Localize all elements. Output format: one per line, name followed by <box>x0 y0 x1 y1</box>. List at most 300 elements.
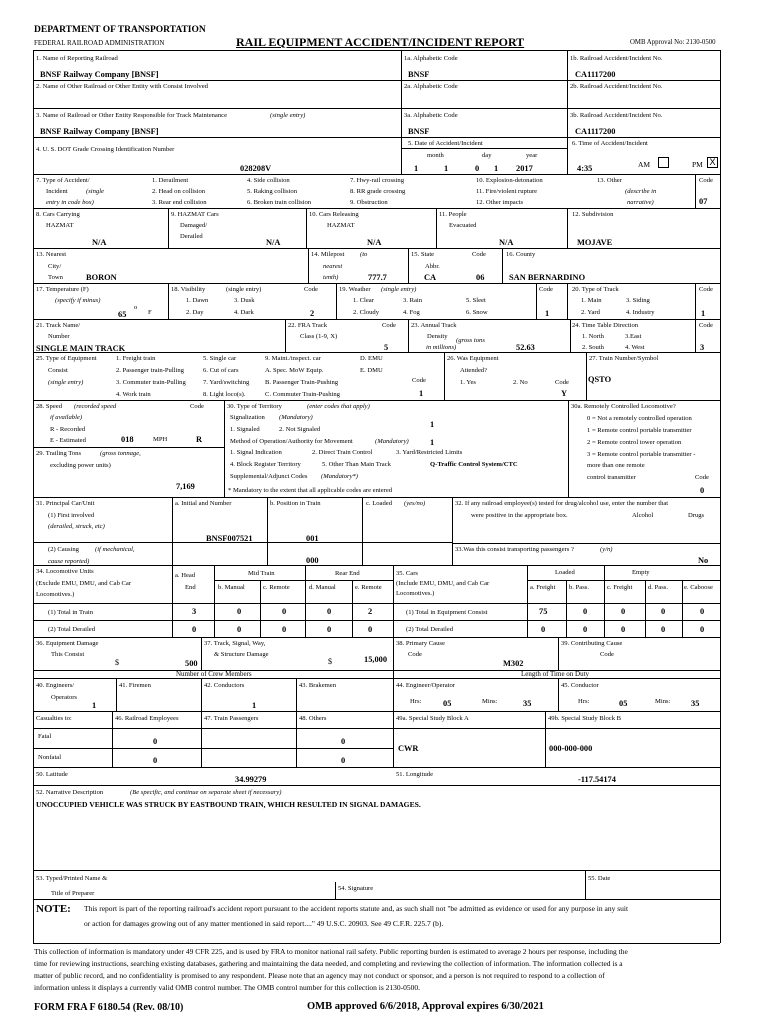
track-type-1: 1. Main <box>581 297 602 304</box>
method-3: 3. Yard/Restricted Limits <box>396 449 463 456</box>
field-53-label: 53. Typed/Printed Name & <box>36 875 108 882</box>
trailing-tons[interactable]: 7,169 <box>176 482 195 491</box>
field-36-label-consist: This Consist <box>51 651 85 658</box>
am-checkbox[interactable] <box>658 157 669 168</box>
cars-caboose-derailed[interactable]: 0 <box>700 625 705 634</box>
cars-loaded-freight-total[interactable]: 75 <box>539 607 548 616</box>
field-52-note: (Be specific, and continue on separate sheet if necessary) <box>130 789 282 796</box>
field-25-label-consist: Consist <box>48 367 68 374</box>
fra-class-code-label: Code <box>382 322 396 329</box>
state-code-label: Code <box>472 251 486 258</box>
field-49a-label: 49a. Special Study Block A <box>396 715 469 722</box>
field-10-label: 10. Cars Releasing <box>309 211 359 218</box>
track-maintenance-railroad-name[interactable]: BNSF Railway Company [BNSF] <box>40 127 159 136</box>
fahrenheit-label: F <box>148 309 152 316</box>
field-31a-label: a. Initial and Number <box>175 500 232 507</box>
field-2b-label: 2b. Railroad Accident/Incident No. <box>570 83 663 90</box>
field-45-label: 45. Conductor <box>561 682 599 689</box>
reporting-railroad-code[interactable]: BNSF <box>408 70 430 79</box>
field-39-label-code: Code <box>600 651 614 658</box>
loaded-label: Loaded <box>555 569 575 576</box>
fra-track-class[interactable]: 5 <box>384 343 389 352</box>
visibility-3: 3. Dusk <box>234 297 255 304</box>
subdivision[interactable]: MOJAVE <box>577 238 613 247</box>
accident-type-6: 6. Broken train collision <box>247 199 312 206</box>
visibility-code[interactable]: 2 <box>310 309 315 318</box>
loco-rear-manual-total[interactable]: 0 <box>327 607 332 616</box>
people-evacuated[interactable]: N/A <box>499 238 514 247</box>
conductor-mins-label: Mins: <box>655 698 671 705</box>
casualties-label: Casualties to: <box>36 715 72 722</box>
equipment-damage-value[interactable]: 500 <box>185 659 198 668</box>
date-month-digit-1[interactable]: 1 <box>414 164 419 173</box>
annual-track-density[interactable]: 52.63 <box>516 343 535 352</box>
accident-type-11: 11. Fire/violent rupture <box>476 188 538 195</box>
caboose-label: e. Caboose <box>684 584 713 591</box>
remote-code[interactable]: 0 <box>700 486 705 495</box>
loco-head-total[interactable]: 3 <box>192 607 197 616</box>
field-13-label: 13. Nearest <box>36 251 67 258</box>
loco-rear-remote-total[interactable]: 2 <box>368 607 373 616</box>
first-car-initial-number[interactable]: BNSF007521 <box>206 534 253 543</box>
head-end-label: a. Head <box>175 572 196 579</box>
field-31-label: 31. Principal Car/Unit <box>36 500 95 507</box>
note-line-2: or action for damages growing out of any matter mentioned in said report...." 49 U.S.C. 20903. See 49 C.F.R. 225.7 (b). <box>84 919 444 928</box>
accident-type-7: 7. Hwy-rail crossing <box>350 177 405 184</box>
department-title: DEPARTMENT OF TRANSPORTATION <box>34 25 206 35</box>
accident-type-code[interactable]: 07 <box>699 197 708 206</box>
field-34-note: (Exclude EMU, DMU, and Cab Car <box>36 580 132 587</box>
passengers-nonfatal[interactable]: 0 <box>341 756 346 765</box>
field-29-note: (gross tonnage, <box>100 450 141 457</box>
loco-head-derailed[interactable]: 0 <box>192 625 197 634</box>
field-29-note-excluding: excluding power units) <box>50 462 111 469</box>
field-24-label: 24. Time Table Direction <box>572 322 639 329</box>
cars-empty-pass-total[interactable]: 0 <box>661 607 666 616</box>
remote-option-3-line3: control transmitter <box>587 474 636 481</box>
passengers-fatal[interactable]: 0 <box>341 737 346 746</box>
loco-mid-remote-derailed[interactable]: 0 <box>282 625 287 634</box>
field-28-note-available: if available) <box>50 414 83 421</box>
field-37-label-2: & Structure Damage <box>214 651 269 658</box>
cars-releasing-hazmat[interactable]: N/A <box>367 238 382 247</box>
field-32-label: 32. If any railroad employee(s) tested for drug/alcohol use, enter the number that <box>455 500 669 507</box>
month-label: month <box>427 152 444 159</box>
field-7-label: 7. Type of Accident/ <box>36 177 90 184</box>
visibility-2: 2. Day <box>186 309 204 316</box>
field-6-label: 6. Time of Accident/Incident <box>572 140 648 147</box>
field-34-note-2: Locomotives.) <box>36 591 75 598</box>
paperwork-line-2: time for reviewing instructions, searching existing databases, gathering and maintaining the data needed, and completing and reviewing the collection of information. The information collected is a <box>34 959 623 968</box>
equipment-type-3: 3. Commuter train-Pulling <box>116 379 186 386</box>
conductor-hours[interactable]: 05 <box>619 699 628 708</box>
remote-option-2: 2 = Remote control tower operation <box>587 439 682 446</box>
direction-code-label: Code <box>699 322 713 329</box>
field-2a-label: 2a. Alphabetic Code <box>404 83 458 90</box>
field-7-label-incident: Incident <box>46 188 68 195</box>
speed-value[interactable]: 018 <box>121 435 134 444</box>
field-13-label-town: Town <box>48 274 63 281</box>
mid-remote-label: c. Remote <box>263 584 290 591</box>
track-type-code-label: Code <box>699 286 713 293</box>
field-3-note: (single entry) <box>270 112 306 119</box>
equipment-type-1: 1. Freight train <box>116 355 156 362</box>
accident-type-13-describe: (describe in <box>625 188 657 195</box>
field-53-label-2: Title of Preparer <box>51 890 95 897</box>
first-involved-label: (1) First involved <box>48 512 95 519</box>
field-31c-note: (yes/no) <box>404 500 426 507</box>
loaded-pass-label: b. Pass. <box>569 584 589 591</box>
field-14-label: 14. Milepost <box>311 251 345 258</box>
equipment-type-c: C. Commuter Train-Pushing <box>265 391 340 398</box>
loco-rear-remote-derailed[interactable]: 0 <box>368 625 373 634</box>
note-line-1: This report is part of the reporting railroad's accident report pursuant to the accident reports statute and, as such shall not "be admitted as evidence or used for any purpose in any suit <box>84 904 629 913</box>
equipment-type-code[interactable]: 1 <box>419 389 424 398</box>
paperwork-line-1: This collection of information is mandatory under 49 CFR 225, and is used by FRA to monitor national rail safety. Public reporting burden is estimated to average 2 hours per response, including the <box>34 947 628 956</box>
attended-no: 2. No <box>513 379 528 386</box>
accident-type-4: 4. Side collision <box>247 177 290 184</box>
signaled-option: 1. Signaled <box>230 426 260 433</box>
field-14-label-tenth: tenth) <box>323 274 339 281</box>
pm-checkbox[interactable]: X <box>707 157 718 168</box>
accident-type-9: 9. Obstruction <box>350 199 388 206</box>
field-19-note: (single entry) <box>381 286 417 293</box>
direction-1: 1. North <box>582 333 604 340</box>
transporting-passengers[interactable]: No <box>698 556 709 565</box>
reporting-railroad-incident-no[interactable]: CA1117200 <box>575 70 616 79</box>
weather-2: 2. Cloudy <box>353 309 380 316</box>
field-2-label: 2. Name of Other Railroad or Other Entity with Consist Involved <box>36 83 208 90</box>
field-55-label: 55. Date <box>588 875 611 882</box>
loco-total-label: (1) Total in Train <box>48 609 94 616</box>
latitude[interactable]: 34.99279 <box>235 775 267 784</box>
field-23-label-millions: in millions) <box>426 344 457 351</box>
track-damage-value[interactable]: 15,000 <box>364 655 388 664</box>
field-18-label: 18. Visibility <box>171 286 206 293</box>
attended-code-label: Code <box>555 379 569 386</box>
cars-loaded-pass-derailed[interactable]: 0 <box>583 625 588 634</box>
paperwork-line-4: information unless it displays a currently valid OMB control number. The OMB control number for this collection is 2130-0500. <box>34 983 421 992</box>
time-on-duty-header: Length of Time on Duty <box>521 670 590 678</box>
field-18-note: (single entry) <box>226 286 262 293</box>
temperature[interactable]: 65 <box>118 310 127 319</box>
accident-type-10: 10. Explosion-detonation <box>476 177 543 184</box>
supplemental-mandatory: (Mandatory*) <box>321 473 358 480</box>
administration-title: FEDERAL RAILROAD ADMINISTRATION <box>34 39 165 47</box>
track-type-3: 3. Siding <box>626 297 650 304</box>
direction-2: 2. South <box>582 344 604 351</box>
weather-4: 4. Fog <box>403 309 420 316</box>
cars-carrying-hazmat[interactable]: N/A <box>92 238 107 247</box>
accident-type-code-label: Code <box>699 177 713 184</box>
track-type-4: 4. Industry <box>626 309 655 316</box>
reporting-railroad-name[interactable]: BNSF Railway Company [BNSF] <box>40 70 159 79</box>
equipment-code-label: Code <box>412 377 426 384</box>
field-15-label: 15. State <box>411 251 435 258</box>
date-day-digit-1[interactable]: 0 <box>475 164 480 173</box>
field-35-note: (Include EMU, DMU, and Cab Car <box>396 580 490 587</box>
direction-4: 4. West <box>625 344 645 351</box>
train-symbol[interactable]: QSTO <box>588 375 612 384</box>
conductor-hrs-label: Hrs: <box>578 698 590 705</box>
mid-train-label: Mid Train <box>248 570 275 577</box>
field-54-label: 54. Signature <box>338 885 374 892</box>
speed-code-label: Code <box>190 403 204 410</box>
method-mandatory: (Mandatory) <box>375 438 409 445</box>
engineer-mins-label: Mins: <box>482 698 498 705</box>
engineer-minutes[interactable]: 35 <box>523 699 532 708</box>
causing-note-2: cause reported) <box>48 558 90 565</box>
field-33-note: (y/n) <box>600 546 613 553</box>
longitude[interactable]: -117.54174 <box>578 775 616 784</box>
causing-label: (2) Causing <box>48 546 79 553</box>
mid-manual-label: b. Manual <box>218 584 245 591</box>
equipment-type-7: 7. Yard/switching <box>203 379 250 386</box>
cars-derailed-label: (2) Total Derailed <box>406 626 454 633</box>
year-label: year <box>526 152 538 159</box>
signalization-mandatory: (Mandatory) <box>279 414 313 421</box>
accident-type-5: 5. Raking collision <box>247 188 298 195</box>
visibility-1: 1. Dawn <box>186 297 209 304</box>
employees-fatal[interactable]: 0 <box>153 737 158 746</box>
field-37-label: 37. Track, Signal, Way, <box>204 640 266 647</box>
empty-pass-label: d. Pass. <box>648 584 668 591</box>
field-35-label: 35. Cars <box>396 570 418 577</box>
method-1: 1. Signal Indication <box>230 449 282 456</box>
conductor-minutes[interactable]: 35 <box>691 699 700 708</box>
field-14-label-to: (to <box>360 251 368 258</box>
cars-caboose-total[interactable]: 0 <box>700 607 705 616</box>
weather-6: 6. Snow <box>466 309 488 316</box>
causing-car-position[interactable]: 000 <box>306 556 319 565</box>
field-26-label-attended: Attended? <box>460 367 488 374</box>
cars-loaded-pass-total[interactable]: 0 <box>583 607 588 616</box>
employees-nonfatal[interactable]: 0 <box>153 756 158 765</box>
primary-cause-code[interactable]: M302 <box>503 659 524 668</box>
field-21-label: 21. Track Name/ <box>36 322 81 329</box>
attended-code[interactable]: Y <box>561 389 568 398</box>
field-25-label: 25. Type of Equipment <box>36 355 97 362</box>
special-study-b[interactable]: 000-000-000 <box>549 744 593 753</box>
causing-note: (if mechanical, <box>95 546 135 553</box>
field-30a-label: 30a. Remotely Controlled Locomotive? <box>571 403 676 410</box>
first-involved-note: (derailed, struck, etc) <box>48 523 105 530</box>
track-damage-dollar: $ <box>328 657 332 666</box>
empty-freight-label: c. Freight <box>607 584 633 591</box>
method-2: 2. Direct Train Control <box>312 449 373 456</box>
date-year[interactable]: 2017 <box>516 164 533 173</box>
cars-empty-freight-derailed[interactable]: 0 <box>621 625 626 634</box>
field-16-label: 16. County <box>506 251 536 258</box>
field-44-label: 44. Engineer/Operator <box>396 682 455 689</box>
field-1-label: 1. Name of Reporting Railroad <box>36 55 118 62</box>
method-q: Q-Traffic Control System/CTC <box>430 461 518 468</box>
track-name[interactable]: SINGLE MAIN TRACK <box>36 344 126 353</box>
accident-type-8: 8. RR grade crossing <box>350 188 406 195</box>
field-26-label: 26. Was Equipment <box>447 355 499 362</box>
pm-label: PM <box>692 160 703 169</box>
field-20-label: 20. Type of Track <box>572 286 619 293</box>
accident-type-12: 12. Other impacts <box>476 199 524 206</box>
field-47-label: 47. Train Passengers <box>204 715 259 722</box>
accident-type-13-narrative: narrative) <box>627 199 654 206</box>
date-day-digit-2[interactable]: 1 <box>494 164 499 173</box>
remote-option-3: 3 = Remote control portable transmitter - <box>587 451 696 458</box>
field-9-label-derailed: Derailed <box>180 233 203 240</box>
equipment-type-9: 9. Maint./inspect. car <box>265 355 321 362</box>
rear-remote-label: e. Remote <box>355 584 382 591</box>
date-month-digit-2[interactable]: 1 <box>444 164 449 173</box>
engineers-count[interactable]: 1 <box>92 701 97 710</box>
equipment-type-5: 5. Single car <box>203 355 237 362</box>
field-51-label: 51. Longitude <box>396 771 433 778</box>
field-23-label: 23. Annual Track <box>411 322 457 329</box>
am-label: AM <box>638 160 651 169</box>
field-28-note: (recorded speed <box>74 403 117 410</box>
field-11-label-evacuated: Evacuated <box>449 222 477 229</box>
first-car-position[interactable]: 001 <box>306 534 319 543</box>
hazmat-cars-damaged[interactable]: N/A <box>266 238 281 247</box>
field-39-label: 39. Contributing Cause <box>561 640 623 647</box>
field-35-note-2: Locomotives.) <box>396 590 435 597</box>
remote-option-0: 0 = Not a remotely controlled operation <box>587 415 692 422</box>
field-43-label: 43. Brakemen <box>299 682 336 689</box>
accident-type-13: 13. Other <box>597 177 622 184</box>
field-34-label: 34. Locomotive Units <box>36 568 94 575</box>
field-17-note: (specify if minus) <box>55 297 101 304</box>
cars-empty-pass-derailed[interactable]: 0 <box>661 625 666 634</box>
cars-empty-freight-total[interactable]: 0 <box>621 607 626 616</box>
loco-rear-manual-derailed[interactable]: 0 <box>327 625 332 634</box>
nonfatal-label: Nonfatal <box>38 754 62 761</box>
supplemental-codes-label: Supplemental/Adjunct Codes <box>230 473 308 480</box>
empty-label: Empty <box>632 569 650 576</box>
equipment-damage-dollar: $ <box>115 658 119 667</box>
paperwork-line-3: matter of public record, and no confidentiality is promised to any respondent. Please note that an agency may not conduct or sponsor, and a person is not required to respond to a collection of <box>34 971 605 980</box>
field-9-label-damaged: Damaged/ <box>180 222 208 229</box>
loco-derailed-label: (2) Total Derailed <box>48 626 96 633</box>
loco-mid-remote-total[interactable]: 0 <box>282 607 287 616</box>
nearest-city[interactable]: BORON <box>86 273 117 282</box>
equipment-type-e: E. DMU <box>360 367 383 374</box>
field-21-label-number: Number <box>48 333 70 340</box>
field-50-label: 50. Latitude <box>36 771 68 778</box>
field-30-label: 30. Type of Territory <box>227 403 282 410</box>
county[interactable]: SAN BERNARDINO <box>509 273 586 282</box>
narrative-description[interactable]: UNOCCUPIED VEHICLE WAS STRUCK BY EASTBOUND TRAIN, WHICH RESULTED IN SIGNAL DAMAGES. <box>36 800 421 809</box>
direction-code[interactable]: 3 <box>700 343 705 352</box>
field-38-label: 38. Primary Cause <box>396 640 445 647</box>
field-15-label-abbr: Abbr. <box>425 263 440 270</box>
field-23-label-density: Density <box>427 333 448 340</box>
direction-3: 3.East <box>625 333 642 340</box>
field-36-label: 36. Equipment Damage <box>36 640 99 647</box>
cars-total-label: (1) Total in Equipment Consist <box>406 609 488 616</box>
loco-mid-manual-total[interactable]: 0 <box>237 607 242 616</box>
field-1b-label: 1b. Railroad Accident/Incident No. <box>570 55 663 62</box>
state-code[interactable]: 06 <box>476 273 485 282</box>
field-19-label: 19. Weather <box>339 286 371 293</box>
form-title: RAIL EQUIPMENT ACCIDENT/INCIDENT REPORT <box>236 35 525 49</box>
equipment-type-b: B. Passenger Train-Pushing <box>265 379 339 386</box>
method-of-operation-label: Method of Operation/Authority for Movement <box>230 438 353 445</box>
field-17-label: 17. Temperature (F) <box>36 286 89 293</box>
field-8-label: 8. Cars Carrying <box>36 211 80 218</box>
field-22-label: 22. FRA Track <box>288 322 328 329</box>
field-28-label: 28. Speed <box>36 403 63 410</box>
track-type-2: 2. Yard <box>581 309 600 316</box>
speed-code[interactable]: R <box>196 435 203 444</box>
track-maintenance-railroad-code[interactable]: BNSF <box>408 127 430 136</box>
equipment-type-8: 8. Light loco(s). <box>203 391 246 398</box>
rear-manual-label: d. Manual <box>309 584 336 591</box>
accident-type-3: 3. Rear end collision <box>152 199 207 206</box>
note-label: NOTE: <box>36 903 71 915</box>
loaded-freight-label: a. Freight <box>530 584 556 591</box>
drugs-label: Drugs <box>688 512 705 519</box>
method-4: 4. Block Register Territory <box>230 461 301 468</box>
field-29-label: 29. Trailing Tons <box>36 450 82 457</box>
equipment-type-d: D. EMU <box>360 355 383 362</box>
field-11-label: 11. People <box>439 211 467 218</box>
field-40-label: 40. Engineers/ <box>36 682 75 689</box>
visibility-code-label: Code <box>304 286 318 293</box>
milepost[interactable]: 777.7 <box>368 273 387 282</box>
weather-code[interactable]: 1 <box>545 309 550 318</box>
field-27-label: 27. Train Number/Symbol <box>589 355 659 362</box>
weather-code-label: Code <box>539 286 553 293</box>
field-3b-label: 3b. Railroad Accident/Incident No. <box>570 112 663 119</box>
accident-type-1: 1. Derailment <box>152 177 189 184</box>
mph-label: MPH <box>153 436 168 443</box>
field-31b-label: b. Position in Train <box>270 500 321 507</box>
remote-code-label: Code <box>695 474 709 481</box>
state-abbr[interactable]: CA <box>424 273 437 282</box>
field-7-label-entry: entry in code box) <box>46 199 94 206</box>
cars-loaded-freight-derailed[interactable]: 0 <box>541 625 546 634</box>
attended-yes: 1. Yes <box>460 379 476 386</box>
special-study-a[interactable]: CWR <box>398 744 419 753</box>
omb-approved-footer: OMB approved 6/6/2018, Approval expires 6/30/2021 <box>307 1001 544 1012</box>
engineer-hours[interactable]: 05 <box>443 699 452 708</box>
method-5: 5. Other Than Main Track <box>322 461 391 468</box>
accident-type-2: 2. Head on collision <box>152 188 206 195</box>
equipment-type-6: 6. Cut of cars <box>203 367 239 374</box>
field-42-label: 42. Conductors <box>204 682 245 689</box>
field-4-label: 4. U. S. DOT Grade Crossing Identification Number <box>36 146 175 153</box>
conductors-count[interactable]: 1 <box>252 701 257 710</box>
remote-option-1: 1 = Remote control portable transmitter <box>587 427 692 434</box>
field-12-label: 12. Subdivision <box>572 211 614 218</box>
field-31c-label: c. Loaded <box>366 500 392 507</box>
field-32-label-2: were positive in the appropriate box. <box>471 512 568 519</box>
accident-time[interactable]: 4:35 <box>577 164 593 173</box>
field-8-label-hazmat: HAZMAT <box>46 222 74 229</box>
grade-crossing-id[interactable]: 028208V <box>240 164 272 173</box>
signalization-code[interactable]: 1 <box>430 420 435 429</box>
equipment-type-4: 4. Work train <box>116 391 151 398</box>
engineer-hrs-label: Hrs: <box>410 698 422 705</box>
method-code[interactable]: 1 <box>430 438 435 447</box>
field-30-note: (enter codes that apply) <box>307 403 370 410</box>
track-maintenance-incident-no[interactable]: CA1117200 <box>575 127 616 136</box>
visibility-4: 4. Dark <box>234 309 254 316</box>
loco-mid-manual-derailed[interactable]: 0 <box>237 625 242 634</box>
field-7-label-single: (single <box>86 188 104 195</box>
track-type-code[interactable]: 1 <box>701 309 706 318</box>
remote-option-3-line2: more than one remote <box>587 462 645 469</box>
weather-3: 3. Rain <box>403 297 423 304</box>
